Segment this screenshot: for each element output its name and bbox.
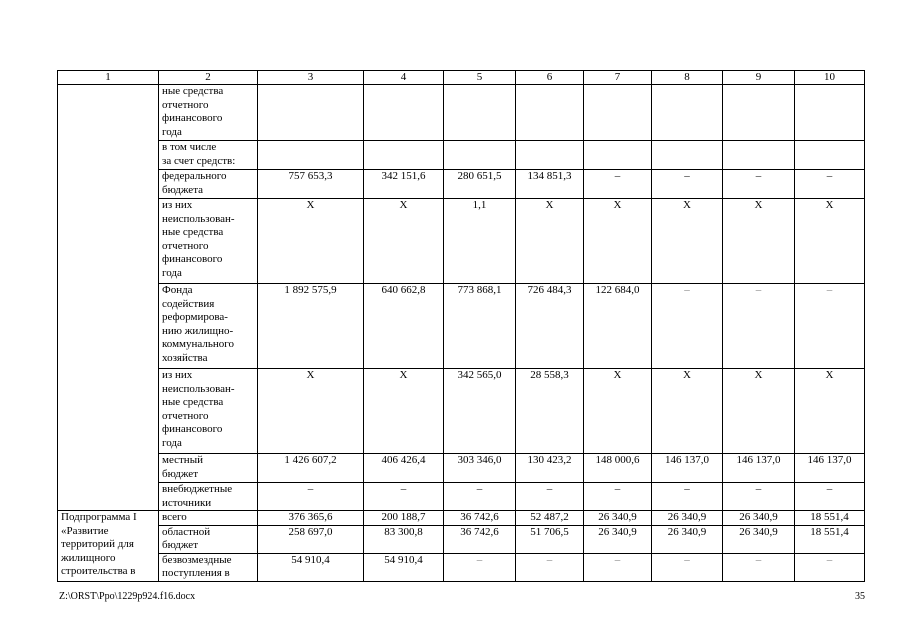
table-cell: 26 340,9 xyxy=(652,525,723,553)
row-label: всего xyxy=(159,511,258,526)
table-cell xyxy=(258,141,364,170)
table-cell: – xyxy=(652,170,723,199)
column-header: 10 xyxy=(795,71,865,85)
table-cell xyxy=(516,141,584,170)
column-header: 1 xyxy=(58,71,159,85)
table-cell: 1,1 xyxy=(444,199,516,284)
table-cell: 726 484,3 xyxy=(516,284,584,369)
table-cell xyxy=(723,141,795,170)
table-cell: 28 558,3 xyxy=(516,369,584,454)
table-cell: – xyxy=(516,483,584,511)
table-cell xyxy=(723,85,795,141)
table-cell: – xyxy=(723,170,795,199)
table-cell: Х xyxy=(258,369,364,454)
table-cell: 18 551,4 xyxy=(795,525,865,553)
table-cell xyxy=(795,85,865,141)
table-cell: 200 188,7 xyxy=(364,511,444,526)
table-cell: – xyxy=(795,553,865,581)
table-cell: 26 340,9 xyxy=(652,511,723,526)
table-cell: – xyxy=(652,483,723,511)
table-cell: 122 684,0 xyxy=(584,284,652,369)
row-label: федерального бюджета xyxy=(159,170,258,199)
table-cell: Х xyxy=(258,199,364,284)
table-row xyxy=(58,85,865,141)
table-cell: – xyxy=(723,483,795,511)
column-header: 5 xyxy=(444,71,516,85)
table-cell: 773 868,1 xyxy=(444,284,516,369)
table-cell: 280 651,5 xyxy=(444,170,516,199)
table-cell: 757 653,3 xyxy=(258,170,364,199)
table-cell: 148 000,6 xyxy=(584,454,652,483)
table-cell: Х xyxy=(364,199,444,284)
table-cell: – xyxy=(795,483,865,511)
table-cell: – xyxy=(795,170,865,199)
table-cell: 26 340,9 xyxy=(584,525,652,553)
table-cell: 342 151,6 xyxy=(364,170,444,199)
table-cell: 342 565,0 xyxy=(444,369,516,454)
table-cell: 26 340,9 xyxy=(723,511,795,526)
column-header: 4 xyxy=(364,71,444,85)
table-cell: Х xyxy=(723,199,795,284)
row-label: из них неиспользован- ные средства отчетного финансового года xyxy=(159,199,258,284)
table-cell: 51 706,5 xyxy=(516,525,584,553)
table-cell xyxy=(652,141,723,170)
table-cell xyxy=(364,85,444,141)
row-label: внебюджетные источники xyxy=(159,483,258,511)
table-cell: Х xyxy=(584,199,652,284)
table-cell xyxy=(652,85,723,141)
document-table xyxy=(57,70,865,582)
table-header-row xyxy=(58,71,865,85)
subprogram-title: Подпрограмма I «Развитие территорий для жилищного строительства в xyxy=(58,511,159,582)
table-cell: 258 697,0 xyxy=(258,525,364,553)
table-cell: 36 742,6 xyxy=(444,511,516,526)
table-cell: 26 340,9 xyxy=(723,525,795,553)
table-row xyxy=(58,553,865,581)
table-cell xyxy=(258,85,364,141)
column-header: 7 xyxy=(584,71,652,85)
table-cell: 52 487,2 xyxy=(516,511,584,526)
table-cell: – xyxy=(723,284,795,369)
table-cell: – xyxy=(516,553,584,581)
table-row xyxy=(58,284,865,369)
table-cell: 54 910,4 xyxy=(258,553,364,581)
table-cell: 303 346,0 xyxy=(444,454,516,483)
table-cell: – xyxy=(584,553,652,581)
footer-file-path: Z:\ORST\Ppo\1229p924.f16.docx xyxy=(59,591,196,602)
table-row xyxy=(58,141,865,170)
table-cell: 640 662,8 xyxy=(364,284,444,369)
table-cell: 26 340,9 xyxy=(584,511,652,526)
table-cell xyxy=(795,141,865,170)
column-header: 2 xyxy=(159,71,258,85)
footer-page-number: 35 xyxy=(855,591,865,602)
table-cell: Х xyxy=(652,369,723,454)
table-cell: 376 365,6 xyxy=(258,511,364,526)
table-row xyxy=(58,170,865,199)
table-cell: 18 551,4 xyxy=(795,511,865,526)
column-header: 3 xyxy=(258,71,364,85)
table-cell: – xyxy=(584,483,652,511)
table-cell xyxy=(444,85,516,141)
table-cell: – xyxy=(444,483,516,511)
table-cell: – xyxy=(723,553,795,581)
table-cell: 1 892 575,9 xyxy=(258,284,364,369)
table-row xyxy=(58,525,865,553)
table-cell: Х xyxy=(723,369,795,454)
table-cell: 130 423,2 xyxy=(516,454,584,483)
table-cell: 406 426,4 xyxy=(364,454,444,483)
table-row xyxy=(58,511,865,526)
column-header: 6 xyxy=(516,71,584,85)
table-cell: 1 426 607,2 xyxy=(258,454,364,483)
row-label: в том числе за счет средств: xyxy=(159,141,258,170)
table-cell: Х xyxy=(516,199,584,284)
row-label: из них неиспользован- ные средства отчетного финансового года xyxy=(159,369,258,454)
table-cell: Х xyxy=(795,199,865,284)
table-cell: Х xyxy=(795,369,865,454)
table-cell: Х xyxy=(364,369,444,454)
column-header: 8 xyxy=(652,71,723,85)
table-cell: Х xyxy=(652,199,723,284)
table-cell: 36 742,6 xyxy=(444,525,516,553)
table-cell: – xyxy=(795,284,865,369)
table-cell xyxy=(584,141,652,170)
table-cell: – xyxy=(652,284,723,369)
table-row xyxy=(58,369,865,454)
table-row xyxy=(58,483,865,511)
table-cell xyxy=(444,141,516,170)
row-label: безвозмездные поступления в xyxy=(159,553,258,581)
table-cell: 54 910,4 xyxy=(364,553,444,581)
row-label: местный бюджет xyxy=(159,454,258,483)
table-cell: Х xyxy=(584,369,652,454)
table-cell: – xyxy=(258,483,364,511)
table-cell xyxy=(364,141,444,170)
table-row xyxy=(58,199,865,284)
table-cell: – xyxy=(584,170,652,199)
table-cell: – xyxy=(364,483,444,511)
column-header: 9 xyxy=(723,71,795,85)
table-cell: 134 851,3 xyxy=(516,170,584,199)
table-cell: 146 137,0 xyxy=(795,454,865,483)
table-cell: – xyxy=(444,553,516,581)
table-cell xyxy=(516,85,584,141)
row-label: Фонда содействия реформирова- нию жилищно- коммунального хозяйства xyxy=(159,284,258,369)
row-label: ные средства отчетного финансового года xyxy=(159,85,258,141)
row-label: областной бюджет xyxy=(159,525,258,553)
program-cell xyxy=(58,85,159,511)
table-cell: – xyxy=(652,553,723,581)
table-cell: 146 137,0 xyxy=(652,454,723,483)
table-cell: 83 300,8 xyxy=(364,525,444,553)
table-cell: 146 137,0 xyxy=(723,454,795,483)
table-row xyxy=(58,454,865,483)
table-cell xyxy=(584,85,652,141)
